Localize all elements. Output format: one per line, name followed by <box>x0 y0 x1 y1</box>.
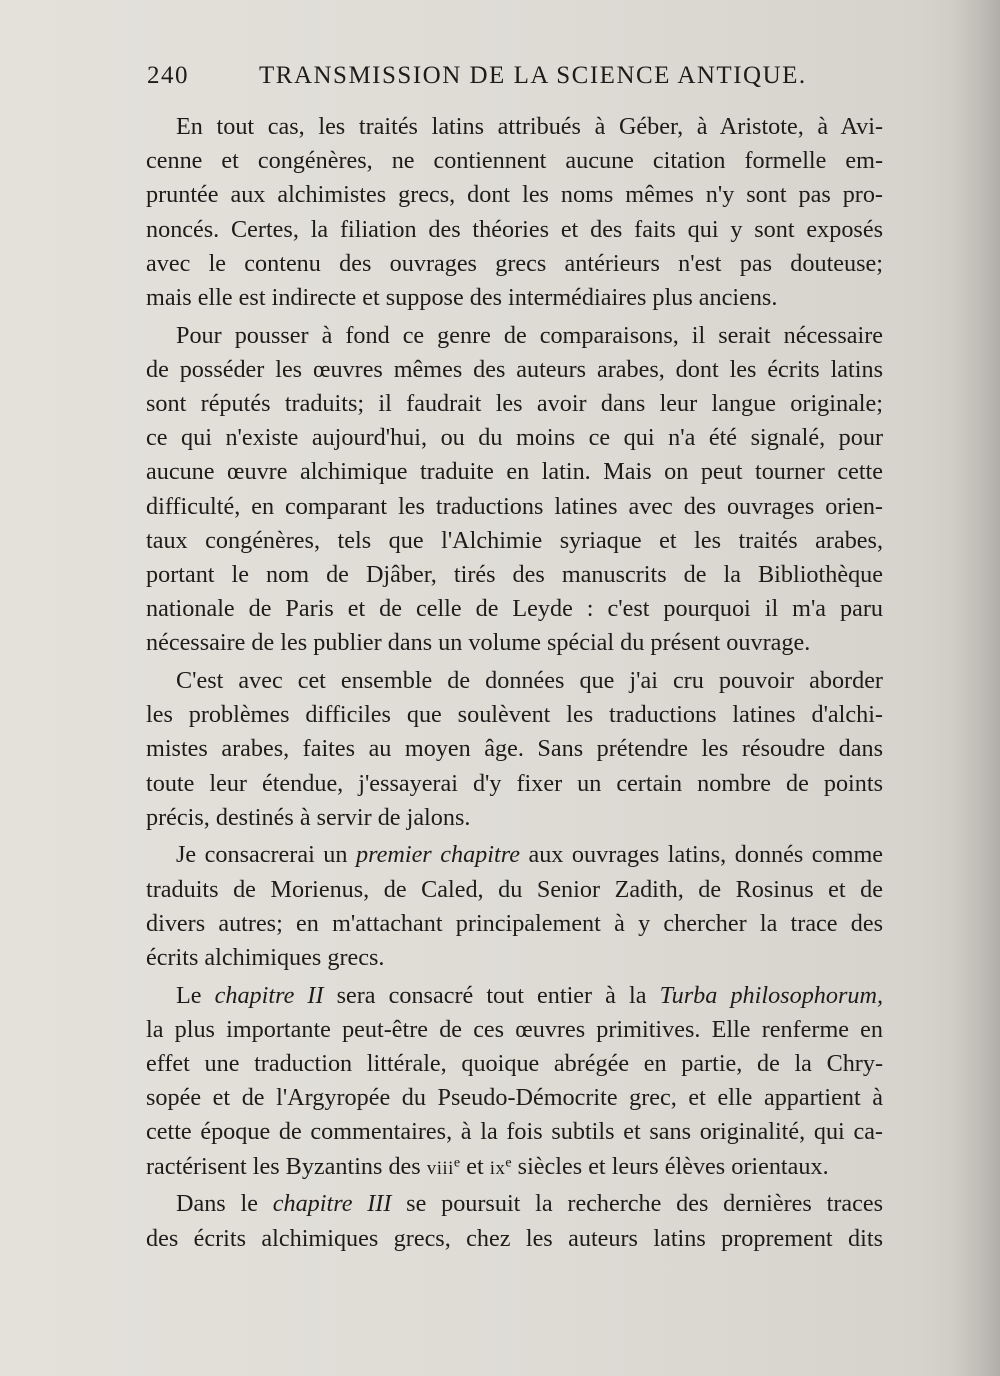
text-line: sont réputés traduits; il faudrait les avoir dans leur langue originale; <box>146 390 883 417</box>
roman-numeral: viii <box>426 1157 454 1179</box>
text-run: sera consacré tout entier à la <box>323 981 660 1009</box>
page-edge-shadow <box>950 0 1000 1376</box>
italic-term: premier chapitre <box>356 841 520 869</box>
text-run: Le <box>176 981 215 1009</box>
text-line: effet une traduction littérale, quoique abrégée en partie, de la Chry- <box>146 1050 883 1078</box>
text-run: Dans le <box>176 1190 273 1218</box>
text-line: portant le nom de Djâber, tirés des manuscrits de la Bibliothèque <box>146 560 883 588</box>
text-line: En tout cas, les traités latins attribués à Géber, à Aristote, à Avi- <box>176 113 883 140</box>
text-line <box>146 1150 883 1184</box>
body-text <box>146 110 883 1256</box>
text-line: écrits alchimiques grecs. <box>146 944 385 971</box>
text-run: aux ouvrages latins, donnés comme <box>519 841 883 869</box>
text-line <box>146 1187 883 1221</box>
text-line: cette époque de commentaires, à la fois subtils et sans originalité, qui ca- <box>146 1118 883 1146</box>
text-line: la plus importante peut-être de ces œuvres primitives. Elle renferme en <box>146 1015 883 1043</box>
text-line: mais elle est indirecte et suppose des intermédiaires plus anciens. <box>146 283 778 311</box>
text-line: des écrits alchimiques grecs, chez les auteurs latins proprement dits <box>146 1224 883 1252</box>
text-line: taux congénères, tels que l'Alchimie syriaque et les traités arabes, <box>146 526 883 554</box>
text-line: ce qui n'existe aujourd'hui, ou du moins ce qui n'a été signalé, pour <box>146 424 883 452</box>
text-line: nationale de Paris et de celle de Leyde : c'est pourquoi il m'a paru <box>146 595 883 623</box>
roman-numeral: ix <box>489 1157 506 1179</box>
running-title: TRANSMISSION DE LA SCIENCE ANTIQUE. <box>259 62 807 89</box>
italic-term: chapitre II <box>214 981 324 1009</box>
text-run: et <box>460 1152 490 1180</box>
text-line: Pour pousser à fond ce genre de comparaisons, il serait nécessaire <box>176 321 883 349</box>
text-line: nécessaire de les publier dans un volume spécial du présent ouvrage. <box>146 629 811 657</box>
text-line <box>146 838 883 872</box>
text-run: siècles et leurs élèves orientaux. <box>511 1152 829 1180</box>
text-line: mistes arabes, faites au moyen âge. Sans prétendre les résoudre dans <box>146 735 883 763</box>
text-line: C'est avec cet ensemble de données que j'ai cru pouvoir aborder <box>176 667 883 694</box>
text-line: difficulté, en comparant les traductions latines avec des ouvrages orien- <box>146 492 883 520</box>
italic-term: chapitre III <box>272 1190 392 1218</box>
text-line: toute leur étendue, j'essayerai d'y fixer un certain nombre de points <box>146 769 883 797</box>
text-run: ractérisent les Byzantins des <box>146 1152 427 1180</box>
text-line: précis, destinés à servir de jalons. <box>146 803 471 831</box>
text-line: cenne et congénères, ne contiennent aucune citation formelle em- <box>146 147 883 175</box>
text-line: pruntée aux alchimistes grecs, dont les noms mêmes n'y sont pas pro- <box>146 181 883 209</box>
text-run: Je consacrerai un <box>176 841 357 869</box>
text-line: avec le contenu des ouvrages grecs antérieurs n'est pas douteuse; <box>146 249 883 277</box>
superscript: e <box>453 1153 461 1170</box>
text-line: sopée et de l'Argyropée du Pseudo-Démocrite grec, et elle appartient à <box>146 1084 883 1112</box>
italic-title: Turba philosophorum, <box>659 981 883 1009</box>
text-run: se poursuit la recherche des dernières traces <box>391 1190 883 1218</box>
page-number: 240 <box>147 62 189 89</box>
page-header <box>147 62 807 98</box>
text-line: de posséder les œuvres mêmes des auteurs arabes, dont les écrits latins <box>146 355 883 383</box>
text-line: divers autres; en m'attachant principalement à y chercher la trace des <box>146 909 883 937</box>
superscript: e <box>505 1153 512 1170</box>
text-line: les problèmes difficiles que soulèvent les traductions latines d'alchi- <box>146 701 883 729</box>
text-line <box>146 979 883 1013</box>
text-line: noncés. Certes, la filiation des théories et des faits qui y sont exposés <box>146 215 883 243</box>
text-line: aucune œuvre alchimique traduite en latin. Mais on peut tourner cette <box>146 458 883 486</box>
text-line: traduits de Morienus, de Caled, du Senior Zadith, de Rosinus et de <box>146 875 883 903</box>
